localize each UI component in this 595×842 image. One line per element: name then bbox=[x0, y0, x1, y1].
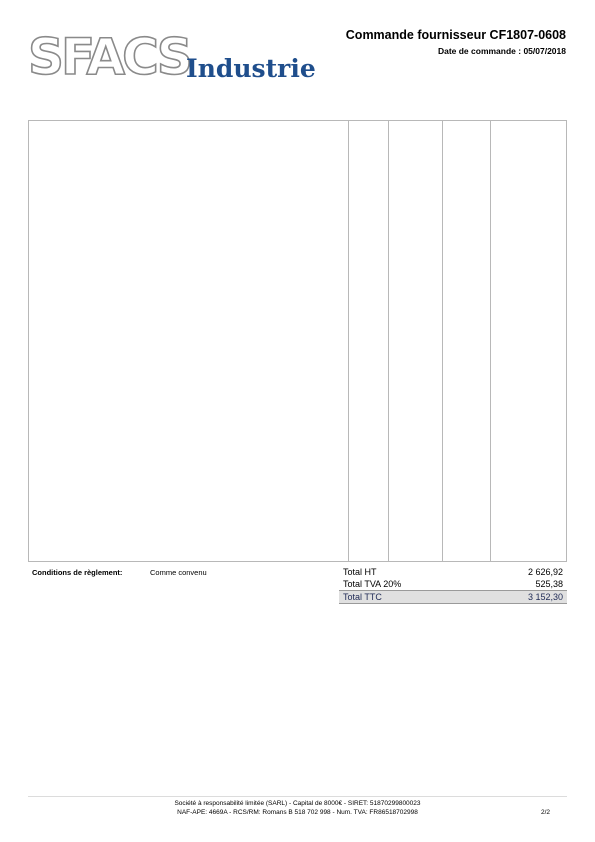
total-tva-label: Total TVA 20% bbox=[343, 579, 402, 589]
logo-sfacs-text: SFACS bbox=[28, 28, 190, 86]
total-ht-value: 2 626,92 bbox=[527, 567, 563, 577]
footer-divider bbox=[28, 796, 567, 797]
total-ht-row bbox=[339, 566, 567, 578]
page-number: 2/2 bbox=[540, 809, 550, 816]
total-tva-row bbox=[339, 578, 567, 591]
footer-legal-line-1: Société à responsabilité limitée (SARL) - Capital de 8000€ - SIRET: 51870299800023 bbox=[174, 800, 421, 807]
payment-terms-value: Comme convenu bbox=[150, 568, 207, 577]
column-divider bbox=[388, 121, 389, 561]
column-divider bbox=[490, 121, 491, 561]
totals-table bbox=[339, 566, 567, 604]
total-ttc-row bbox=[339, 591, 567, 604]
total-ttc-label: Total TTC bbox=[343, 592, 382, 602]
document-title: Commande fournisseur CF1807-0608 bbox=[345, 28, 566, 42]
column-divider bbox=[348, 121, 349, 561]
logo-industrie-text: Industrie bbox=[186, 54, 316, 83]
company-logo bbox=[28, 30, 318, 90]
total-ttc-value: 3 152,30 bbox=[527, 592, 563, 602]
footer-legal-line-2: NAF-APE: 4669A - RCS/RM: Romans B 518 702 998 - Num. TVA: FR86518702998 bbox=[177, 809, 418, 816]
column-divider bbox=[442, 121, 443, 561]
total-tva-value: 525,38 bbox=[535, 579, 563, 589]
total-ht-label: Total HT bbox=[343, 567, 377, 577]
payment-terms-label: Conditions de règlement: bbox=[32, 568, 123, 577]
order-lines-table bbox=[28, 120, 567, 562]
order-date: Date de commande : 05/07/2018 bbox=[437, 46, 566, 56]
